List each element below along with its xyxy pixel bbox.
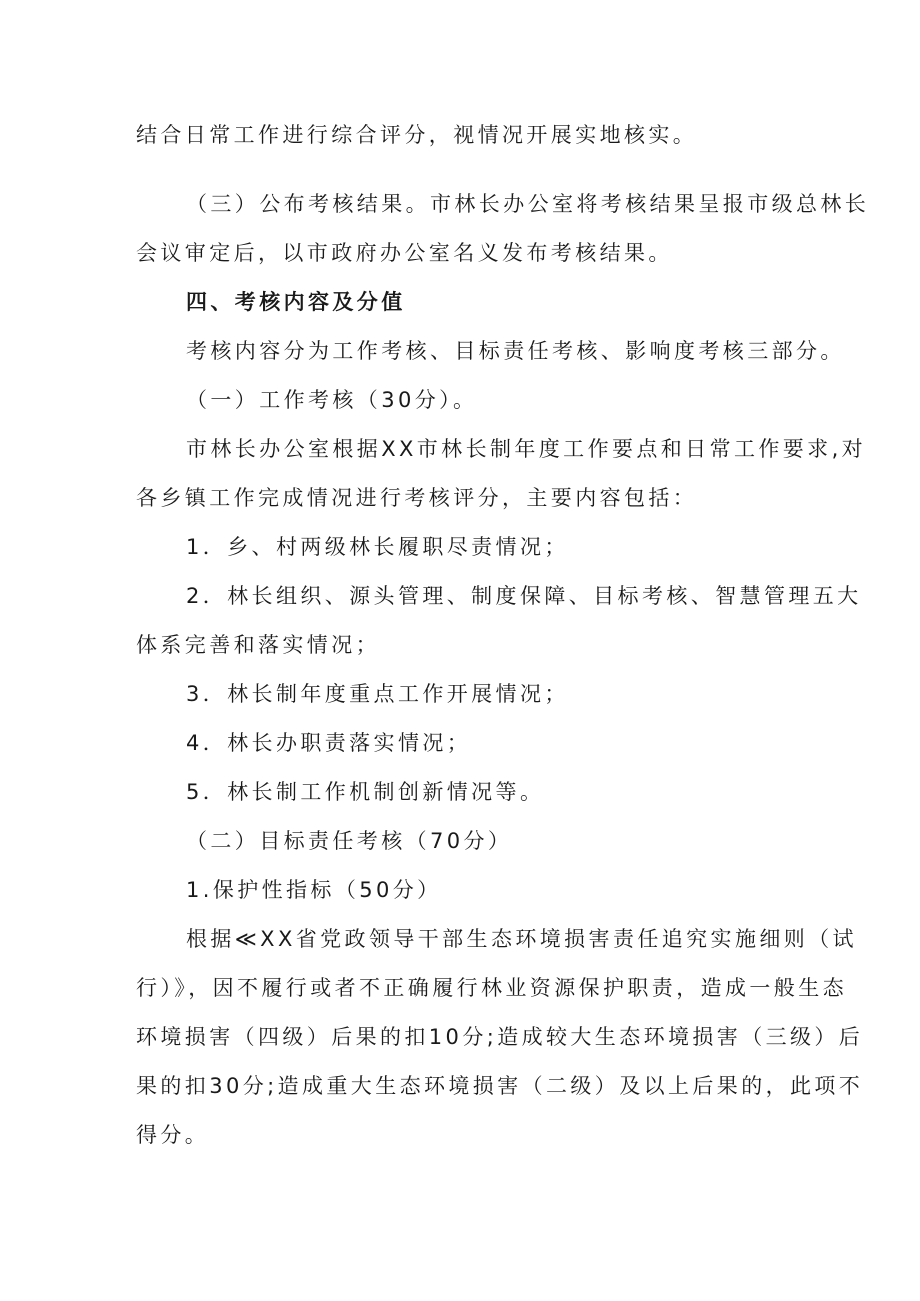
list-item-2-cont: 体系完善和落实情况； [136,633,380,657]
paragraph-regulation-basis-cont-1: 行）》，因不履行或者不正确履行林业资源保护职责，造成一般生态 [136,976,847,1000]
paragraph-regulation-basis: 根据≪XX省党政领导干部生态环境损害责任追究实施细则（试 [186,927,857,951]
list-item-3: 3．林长制年度重点工作开展情况； [186,682,569,706]
list-item-5: 5．林长制工作机制创新情况等。 [186,780,545,804]
list-item-2: 2．林长组织、源头管理、制度保障、目标考核、智慧管理五大 [186,584,862,608]
paragraph-office-basis-cont: 各乡镇工作完成情况进行考核评分，主要内容包括： [136,486,698,510]
subheading-protective-indicators: 1.保护性指标（50分） [186,878,442,902]
list-item-1: 1．乡、村两级林长履职尽责情况； [186,535,569,559]
paragraph-regulation-basis-cont-3: 果的扣30分;造成重大生态环境损害（二级）及以上后果的，此项不 [136,1074,864,1098]
paragraph-regulation-basis-cont-2: 环境损害（四级）后果的扣10分;造成较大生态环境损害（三级）后 [136,1025,864,1049]
section-heading-4: 四、考核内容及分值 [186,290,406,314]
subheading-work-assessment: （一）工作考核（30分）。 [186,388,478,412]
subheading-target-responsibility: （二）目标责任考核（70分） [186,829,513,853]
item-3-publish-results: （三）公布考核结果。市林长办公室将考核结果呈报市级总林长 [186,192,870,216]
paragraph-line-continuation: 结合日常工作进行综合评分，视情况开展实地核实。 [136,123,698,147]
paragraph-office-basis: 市林长办公室根据XX市林长制年度工作要点和日常工作要求,对 [186,437,867,461]
item-3-publish-results-cont: 会议审定后，以市政府办公室名义发布考核结果。 [136,241,673,265]
paragraph-assessment-parts: 考核内容分为工作考核、目标责任考核、影响度考核三部分。 [186,339,845,363]
paragraph-regulation-basis-cont-4: 得分。 [136,1123,210,1147]
list-item-4: 4．林长办职责落实情况； [186,731,472,755]
